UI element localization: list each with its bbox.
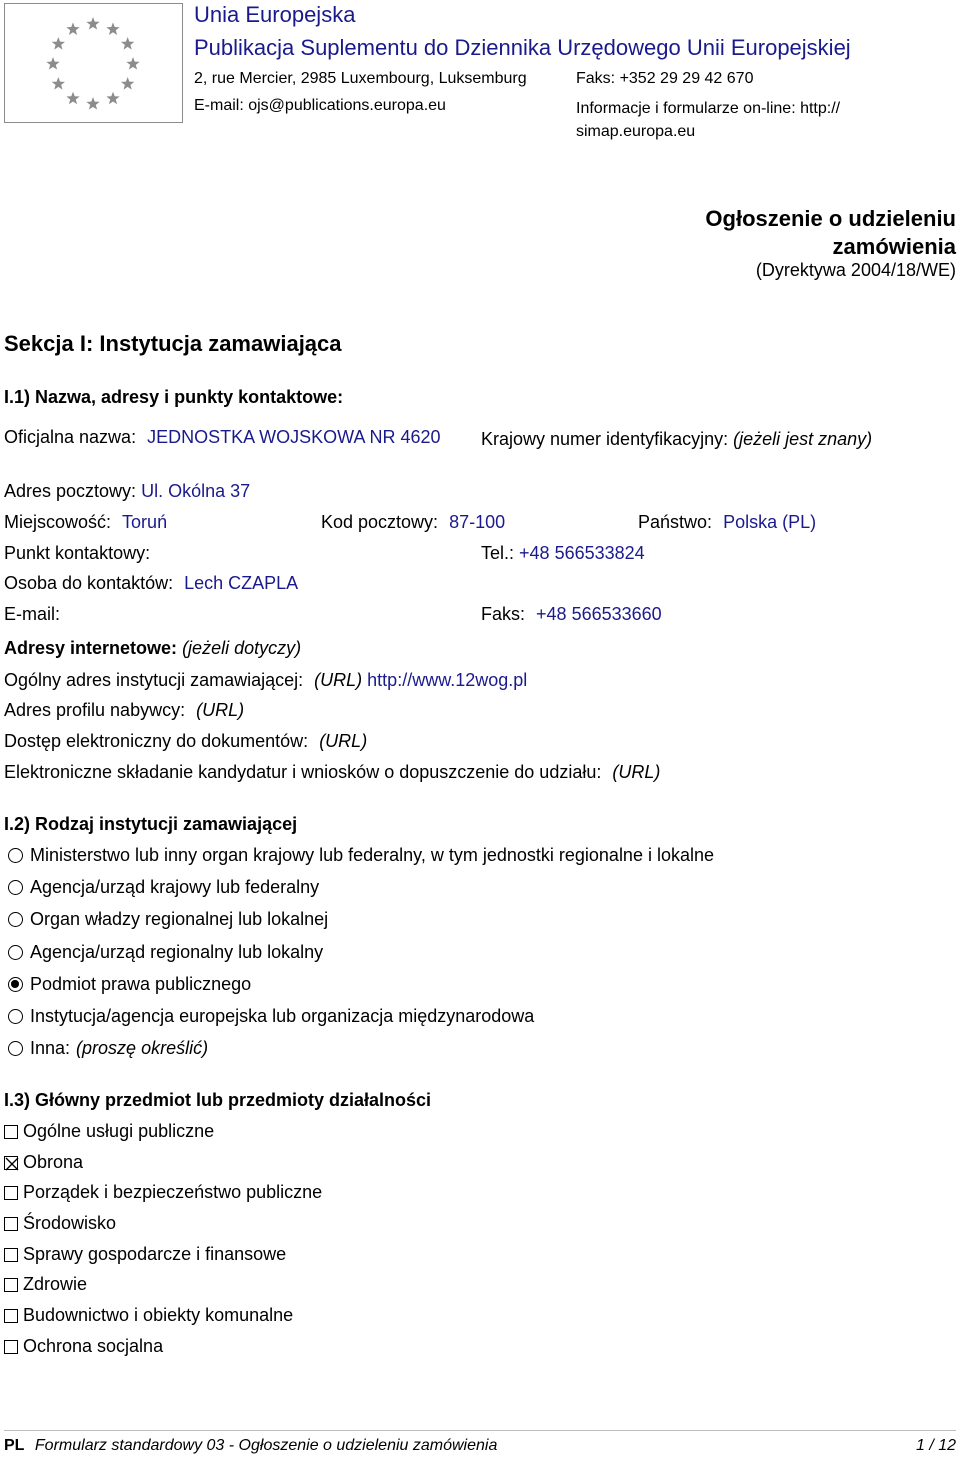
checkbox-icon[interactable] bbox=[4, 1278, 18, 1292]
footer-divider bbox=[4, 1430, 956, 1431]
header-organisation: Unia Europejska bbox=[194, 2, 356, 27]
email-label: E-mail: bbox=[4, 604, 61, 624]
tel-value: +48 566533824 bbox=[519, 543, 645, 563]
document-directive: (Dyrektywa 2004/18/WE) bbox=[755, 260, 956, 280]
official-name-value: JEDNOSTKA WOJSKOWA NR 4620 bbox=[147, 427, 441, 447]
option-label: Inna: bbox=[30, 1038, 71, 1058]
checkbox-icon[interactable] bbox=[4, 1340, 18, 1354]
national-id-note: (jeżeli jest znany) bbox=[733, 429, 873, 449]
buyer-profile-url-label: (URL) bbox=[196, 700, 245, 720]
authority-type-option[interactable] bbox=[8, 845, 714, 866]
eu-stars-circle-icon bbox=[5, 4, 182, 122]
option-label: Agencja/urząd krajowy lub federalny bbox=[30, 877, 320, 897]
document-title: Ogłoszenie o udzieleniu zamówienia bbox=[705, 206, 956, 259]
option-label: Obrona bbox=[23, 1152, 84, 1172]
activity-option[interactable] bbox=[4, 1244, 286, 1265]
tel-row bbox=[481, 543, 645, 564]
eu-star-icon bbox=[52, 77, 65, 90]
authority-type-option[interactable] bbox=[8, 877, 319, 898]
header-info-online: Informacje i formularze on-line: http:// simap.europa.eu bbox=[576, 100, 841, 140]
town-label: Miejscowość: bbox=[4, 512, 112, 532]
authority-type-option[interactable] bbox=[8, 909, 328, 930]
electronic-access-url-label: (URL) bbox=[319, 731, 368, 751]
radio-icon[interactable] bbox=[8, 1009, 23, 1024]
checkbox-icon[interactable] bbox=[4, 1248, 18, 1262]
option-label: Podmiot prawa publicznego bbox=[30, 974, 252, 994]
option-label: Organ władzy regionalnej lub lokalnej bbox=[30, 909, 329, 929]
option-label: Zdrowie bbox=[23, 1274, 88, 1294]
option-label: Środowisko bbox=[23, 1213, 117, 1233]
option-label: Instytucja/agencja europejska lub organizacja międzynarodowa bbox=[30, 1006, 535, 1026]
internet-addresses-row bbox=[4, 638, 301, 659]
option-label: Budownictwo i obiekty komunalne bbox=[23, 1305, 294, 1325]
general-address-url-label: (URL) bbox=[314, 670, 363, 690]
buyer-profile-row bbox=[4, 700, 244, 721]
postal-address-label: Adres pocztowy: bbox=[4, 481, 137, 501]
footer-page-number: 1 / 12 bbox=[915, 1437, 956, 1454]
contact-point-label: Punkt kontaktowy: bbox=[4, 543, 151, 563]
contact-person-value: Lech CZAPLA bbox=[184, 573, 299, 593]
general-address-row bbox=[4, 670, 527, 691]
radio-icon[interactable] bbox=[8, 880, 23, 895]
eu-star-icon bbox=[106, 22, 119, 35]
activity-option-checked[interactable] bbox=[4, 1152, 83, 1173]
postcode-label: Kod pocztowy: bbox=[321, 512, 439, 532]
checkbox-icon[interactable] bbox=[4, 1125, 18, 1139]
option-label: Ministerstwo lub inny organ krajowy lub federalny, w tym jednostki regionalne i lokalne bbox=[30, 845, 714, 865]
eu-star-icon bbox=[52, 37, 65, 50]
eu-star-icon bbox=[121, 77, 134, 90]
buyer-profile-label: Adres profilu nabywcy: bbox=[4, 700, 186, 720]
contact-person-row bbox=[4, 573, 298, 594]
radio-icon[interactable] bbox=[8, 848, 23, 863]
subsection-1-1-title: I.1) Nazwa, adresy i punkty kontaktowe: bbox=[4, 387, 344, 407]
option-label: Agencja/urząd regionalny lub lokalny bbox=[30, 942, 324, 962]
eu-star-icon bbox=[86, 97, 99, 110]
eu-star-icon bbox=[106, 92, 119, 105]
country-value: Polska (PL) bbox=[723, 512, 817, 532]
postal-address-value: Ul. Okólna 37 bbox=[141, 481, 251, 501]
header-address: 2, rue Mercier, 2985 Luxembourg, Luksemburg bbox=[194, 70, 527, 87]
footer-left bbox=[4, 1437, 497, 1455]
tel-label: Tel.: bbox=[481, 543, 515, 563]
footer-language: PL bbox=[4, 1437, 25, 1454]
section-title: Sekcja I: Instytucja zamawiająca bbox=[4, 331, 342, 356]
electronic-access-label: Dostęp elektroniczny do dokumentów: bbox=[4, 731, 309, 751]
header-publication: Publikacja Suplementu do Dziennika Urzędowego Unii Europejskiej bbox=[194, 35, 851, 60]
eu-star-icon bbox=[86, 17, 99, 30]
country-row bbox=[638, 512, 816, 533]
authority-type-option-selected[interactable] bbox=[8, 974, 251, 995]
radio-icon[interactable] bbox=[8, 1041, 23, 1056]
authority-type-option[interactable] bbox=[8, 942, 323, 963]
eu-star-icon bbox=[121, 37, 134, 50]
activity-option[interactable] bbox=[4, 1121, 214, 1142]
option-label: Ogólne usługi publiczne bbox=[23, 1121, 215, 1141]
footer-form-name: Formularz standardowy 03 - Ogłoszenie o udzieleniu zamówienia bbox=[34, 1437, 498, 1454]
electronic-submission-url-label: (URL) bbox=[612, 762, 661, 782]
internet-addresses-note: (jeżeli dotyczy) bbox=[182, 638, 302, 658]
eu-flag-logo bbox=[4, 3, 183, 123]
radio-selected-icon[interactable] bbox=[8, 977, 23, 992]
fax-row bbox=[481, 604, 662, 625]
town-value: Toruń bbox=[122, 512, 168, 532]
general-address-link[interactable]: http://www.12wog.pl bbox=[367, 670, 528, 690]
official-name-label: Oficjalna nazwa: bbox=[4, 427, 137, 447]
option-note: (proszę określić) bbox=[76, 1038, 209, 1058]
activity-option[interactable] bbox=[4, 1182, 322, 1203]
eu-star-icon bbox=[126, 57, 139, 70]
eu-star-icon bbox=[66, 92, 79, 105]
header-fax: Faks: +352 29 29 42 670 bbox=[576, 70, 754, 87]
radio-icon[interactable] bbox=[8, 912, 23, 927]
internet-addresses-title: Adresy internetowe: bbox=[4, 638, 178, 658]
checkbox-checked-icon[interactable] bbox=[4, 1156, 18, 1170]
authority-type-option[interactable] bbox=[8, 1038, 208, 1059]
eu-star-icon bbox=[66, 22, 79, 35]
checkbox-icon[interactable] bbox=[4, 1309, 18, 1323]
activity-option[interactable] bbox=[4, 1213, 116, 1234]
general-address-label: Ogólny adres instytucji zamawiającej: bbox=[4, 670, 304, 690]
subsection-1-3-title: I.3) Główny przedmiot lub przedmioty działalności bbox=[4, 1090, 432, 1110]
country-label: Państwo: bbox=[638, 512, 713, 532]
national-id-label: Krajowy numer identyfikacyjny: bbox=[481, 429, 729, 449]
postcode-row bbox=[321, 512, 505, 533]
postal-address-row bbox=[4, 481, 250, 502]
activity-option[interactable] bbox=[4, 1305, 293, 1326]
town-row bbox=[4, 512, 167, 533]
eu-star-icon bbox=[46, 57, 59, 70]
activity-option[interactable] bbox=[4, 1274, 87, 1295]
fax-label: Faks: bbox=[481, 604, 526, 624]
contact-person-label: Osoba do kontaktów: bbox=[4, 573, 174, 593]
radio-icon[interactable] bbox=[8, 945, 23, 960]
checkbox-icon[interactable] bbox=[4, 1186, 18, 1200]
electronic-submission-label: Elektroniczne składanie kandydatur i wniosków o dopuszczenie do udziału: bbox=[4, 762, 602, 782]
option-label: Sprawy gospodarcze i finansowe bbox=[23, 1244, 287, 1264]
authority-type-option[interactable] bbox=[8, 1006, 534, 1027]
fax-value: +48 566533660 bbox=[536, 604, 662, 624]
header-email: E-mail: ojs@publications.europa.eu bbox=[194, 97, 446, 114]
subsection-1-2-title: I.2) Rodzaj instytucji zamawiającej bbox=[4, 814, 298, 834]
option-label: Porządek i bezpieczeństwo publiczne bbox=[23, 1182, 323, 1202]
national-id-row bbox=[481, 427, 951, 451]
official-name-row bbox=[4, 427, 441, 448]
activity-option[interactable] bbox=[4, 1336, 163, 1357]
electronic-submission-row bbox=[4, 762, 660, 783]
electronic-access-row bbox=[4, 731, 367, 752]
checkbox-icon[interactable] bbox=[4, 1217, 18, 1231]
option-label: Ochrona socjalna bbox=[23, 1336, 164, 1356]
postcode-value: 87-100 bbox=[449, 512, 506, 532]
